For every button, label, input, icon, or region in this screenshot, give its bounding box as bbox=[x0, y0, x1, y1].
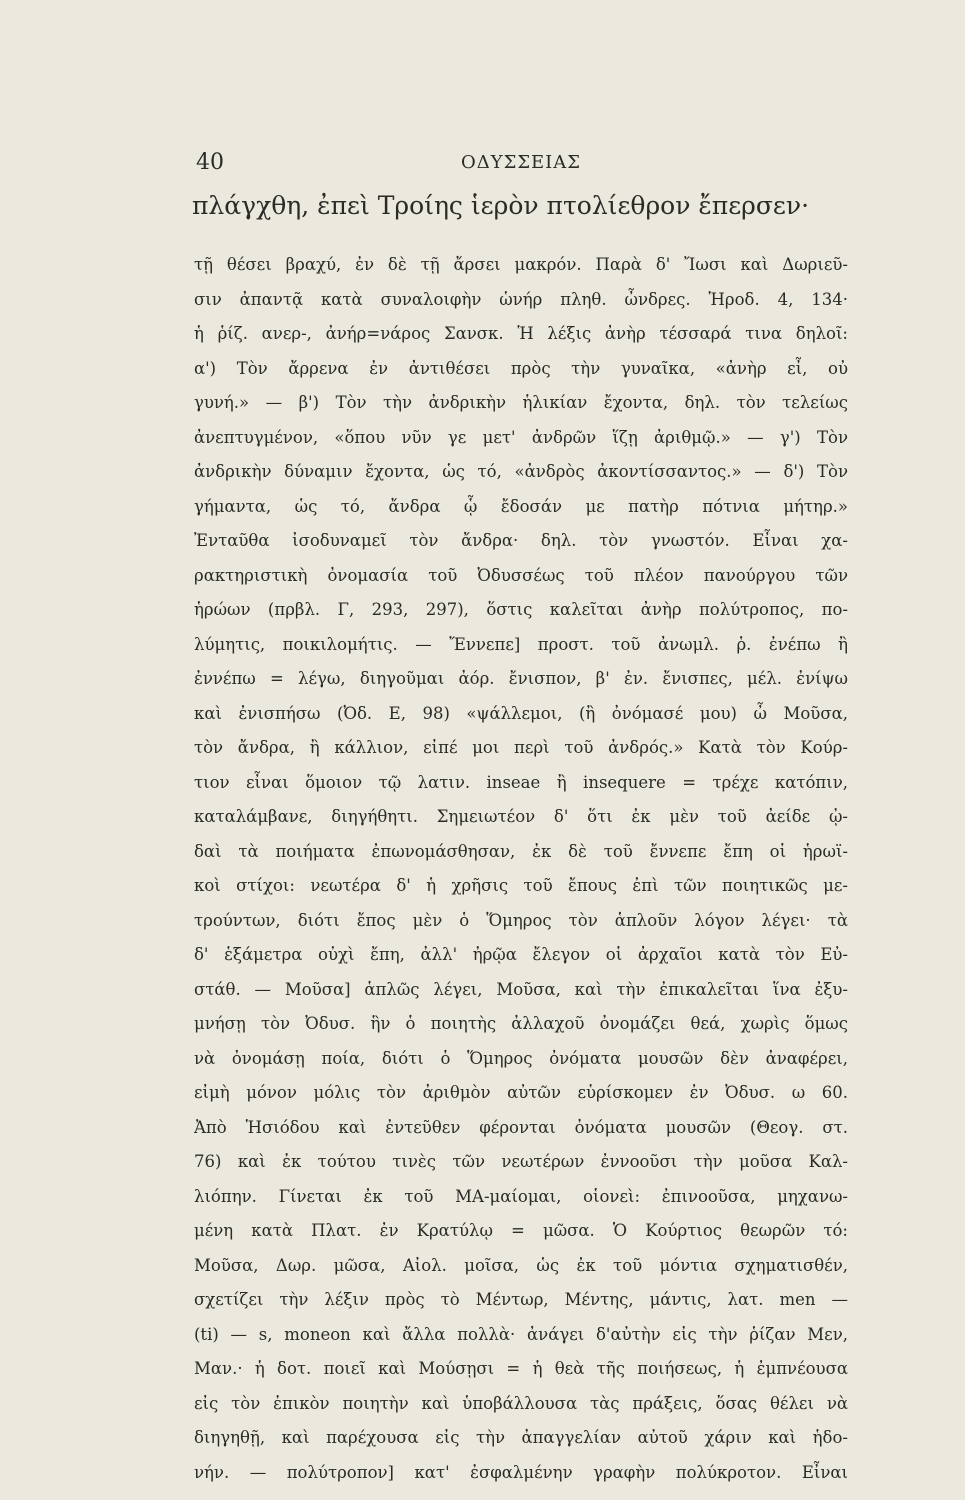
commentary-line: μένη κατὰ Πλατ. ἐν Κρατύλῳ = μῶσα. Ὁ Κούρτιος θεωρῶν τό: bbox=[194, 1221, 848, 1240]
commentary-line: τῇ θέσει βραχύ, ἐν δὲ τῇ ἄρσει μακρόν. Παρὰ δ' Ἴωσι καὶ Δωριεῦ- bbox=[194, 255, 848, 274]
commentary-line: δ' ἑξάμετρα οὐχὶ ἔπη, ἀλλ' ἠρῷα ἔλεγον οἱ ἀρχαῖοι κατὰ τὸν Εὐ- bbox=[194, 945, 848, 964]
verse-line: πλάγχθη, ἐπεὶ Τροίης ἱερὸν πτολίεθρον ἔπερσεν· bbox=[192, 191, 810, 220]
commentary-line: ἐννέπω = λέγω, διηγοῦμαι ἀόρ. ἔνισπον, β' ἐν. ἔνισπες, μέλ. ἐνίψω bbox=[194, 669, 848, 688]
commentary-line: νὰ ὀνομάσῃ ποία, διότι ὁ Ὅμηρος ὀνόματα μουσῶν δὲν ἀναφέρει, bbox=[194, 1048, 848, 1068]
commentary-line: ἡ ῥίζ. ανερ-, ἀνήρ=νάρος Σανσκ. Ἡ λέξις ἀνὴρ τέσσαρά τινα δηλοῖ: bbox=[194, 324, 848, 343]
commentary-line: γήμαντα, ὡς τό, ἄνδρα ᾧ ἔδοσάν με πατὴρ πότνια μήτηρ.» bbox=[194, 496, 848, 516]
commentary-line: λύμητις, ποικιλομήτις. — Ἔννεπε] προστ. τοῦ ἀνωμλ. ῥ. ἐνέπω ἢ bbox=[194, 634, 848, 654]
commentary-line: καταλάμβανε, διηγήθητι. Σημειωτέον δ' ὅτι ἐκ μὲν τοῦ ἀείδε ᾠ- bbox=[194, 807, 848, 826]
commentary-line: ἡρώων (πρβλ. Γ, 293, 297), ὅστις καλεῖται ἀνὴρ πολύτροπος, πο- bbox=[194, 600, 848, 619]
commentary-line: διηγηθῇ, καὶ παρέχουσα εἰς τὴν ἀπαγγελίαν αὐτοῦ χάριν καὶ ἡδο- bbox=[194, 1428, 848, 1447]
commentary-line: τρούντων, διότι ἔπος μὲν ὁ Ὅμηρος τὸν ἁπλοῦν λόγον λέγει· τὰ bbox=[194, 910, 848, 930]
commentary-line: ἀνεπτυγμένον, «ὅπου νῦν γε μετ' ἀνδρῶν ἵζῃ ἀριθμῷ.» — γ') Τὸν bbox=[194, 427, 848, 447]
commentary-line: εἰμὴ μόνον μόλις τὸν ἀριθμὸν αὐτῶν εὑρίσκομεν ἐν Ὀδυσ. ω 60. bbox=[194, 1083, 848, 1102]
commentary-line: σχετίζει τὴν λέξιν πρὸς τὸ Μέντωρ, Μέντης, μάντις, λατ. men — bbox=[194, 1290, 848, 1309]
commentary-line: τὸν ἄνδρα, ἢ κάλλιον, εἰπέ μοι περὶ τοῦ ἀνδρός.» Κατὰ τὸν Κούρ- bbox=[194, 738, 848, 757]
commentary-line: τιον εἶναι ὅμοιον τῷ λατιν. inseae ἢ insequere = τρέχε κατόπιν, bbox=[194, 772, 848, 792]
commentary-line: σιν ἀπαντᾷ κατὰ συναλοιφὴν ὡνήρ πληθ. ὦνδρες. Ἡροδ. 4, 134· bbox=[194, 289, 848, 309]
commentary-line: λιόπην. Γίνεται ἐκ τοῦ ΜΑ-μαίομαι, οἱονεὶ: ἐπινοοῦσα, μηχανω- bbox=[194, 1186, 848, 1206]
page-header bbox=[196, 150, 846, 190]
commentary-text bbox=[194, 248, 848, 1490]
page-number: 40 bbox=[196, 150, 224, 175]
commentary-line: νήν. — πολύτροπον] κατ' ἐσφαλμένην γραφὴν πολύκροτον. Εἶναι bbox=[194, 1462, 848, 1482]
commentary-line: (ti) — s, moneon καὶ ἄλλα πολλὰ· ἀνάγει δ'αὐτὴν εἰς τὴν ῥίζαν Μεν, bbox=[194, 1324, 848, 1344]
commentary-line: καὶ ἐνισπήσω (Ὀδ. Ε, 98) «ψάλλεμοι, (ἢ ὀνόμασέ μου) ὦ Μοῦσα, bbox=[194, 703, 848, 723]
commentary-line: ἀνδρικὴν δύναμιν ἔχοντα, ὡς τό, «ἀνδρὸς ἀκοντίσσαντος.» — δ') Τὸν bbox=[194, 462, 848, 481]
commentary-line: στάθ. — Μοῦσα] ἁπλῶς λέγει, Μοῦσα, καὶ τὴν ἐπικαλεῖται ἵνα ἐξυ- bbox=[194, 979, 848, 999]
commentary-line: α') Τὸν ἄρρενα ἐν ἀντιθέσει πρὸς τὴν γυναῖκα, «ἀνὴρ εἶ, οὐ bbox=[194, 358, 848, 378]
running-title: ΟΔΥΣΣΕΙΑΣ bbox=[460, 152, 582, 173]
commentary-line: μνήσῃ τὸν Ὀδυσ. ἣν ὁ ποιητὴς ἀλλαχοῦ ὀνομάζει θεά, χωρὶς ὅμως bbox=[194, 1014, 848, 1033]
commentary-line: Μοῦσα, Δωρ. μῶσα, Αἰολ. μοῖσα, ὡς ἐκ τοῦ μόντια σχηματισθέν, bbox=[194, 1255, 848, 1275]
commentary-line: εἰς τὸν ἐπικὸν ποιητὴν καὶ ὑποβάλλουσα τὰς πράξεις, ὅσας θέλει νὰ bbox=[194, 1393, 848, 1413]
commentary-line: δαὶ τὰ ποιήματα ἐπωνομάσθησαν, ἐκ δὲ τοῦ ἔννεπε ἔπη οἱ ἡρωϊ- bbox=[194, 841, 848, 861]
commentary-line: Ἀπὸ Ἡσιόδου καὶ ἐντεῦθεν φέρονται ὀνόματα μουσῶν (Θεογ. στ. bbox=[194, 1117, 848, 1137]
commentary-line: Ἐνταῦθα ἰσοδυναμεῖ τὸν ἄνδρα· δηλ. τὸν γνωστόν. Εἶναι χα- bbox=[194, 531, 848, 550]
commentary-line: ρακτηριστικὴ ὀνομασία τοῦ Ὀδυσσέως τοῦ πλέον πανούργου τῶν bbox=[194, 565, 848, 585]
commentary-line: 76) καὶ ἐκ τούτου τινὲς τῶν νεωτέρων ἐννοοῦσι τὴν μοῦσα Καλ- bbox=[194, 1152, 848, 1171]
commentary-line: γυνή.» — β') Τὸν τὴν ἀνδρικὴν ἡλικίαν ἔχοντα, δηλ. τὸν τελείως bbox=[194, 393, 848, 412]
commentary-line: κοὶ στίχοι: νεωτέρα δ' ἡ χρῆσις τοῦ ἔπους ἐπὶ τῶν ποιητικῶς με- bbox=[194, 876, 848, 895]
commentary-line: Μαν.· ἡ δοτ. ποιεῖ καὶ Μούσῃσι = ἡ θεὰ τῆς ποιήσεως, ἡ ἐμπνέουσα bbox=[194, 1359, 848, 1378]
